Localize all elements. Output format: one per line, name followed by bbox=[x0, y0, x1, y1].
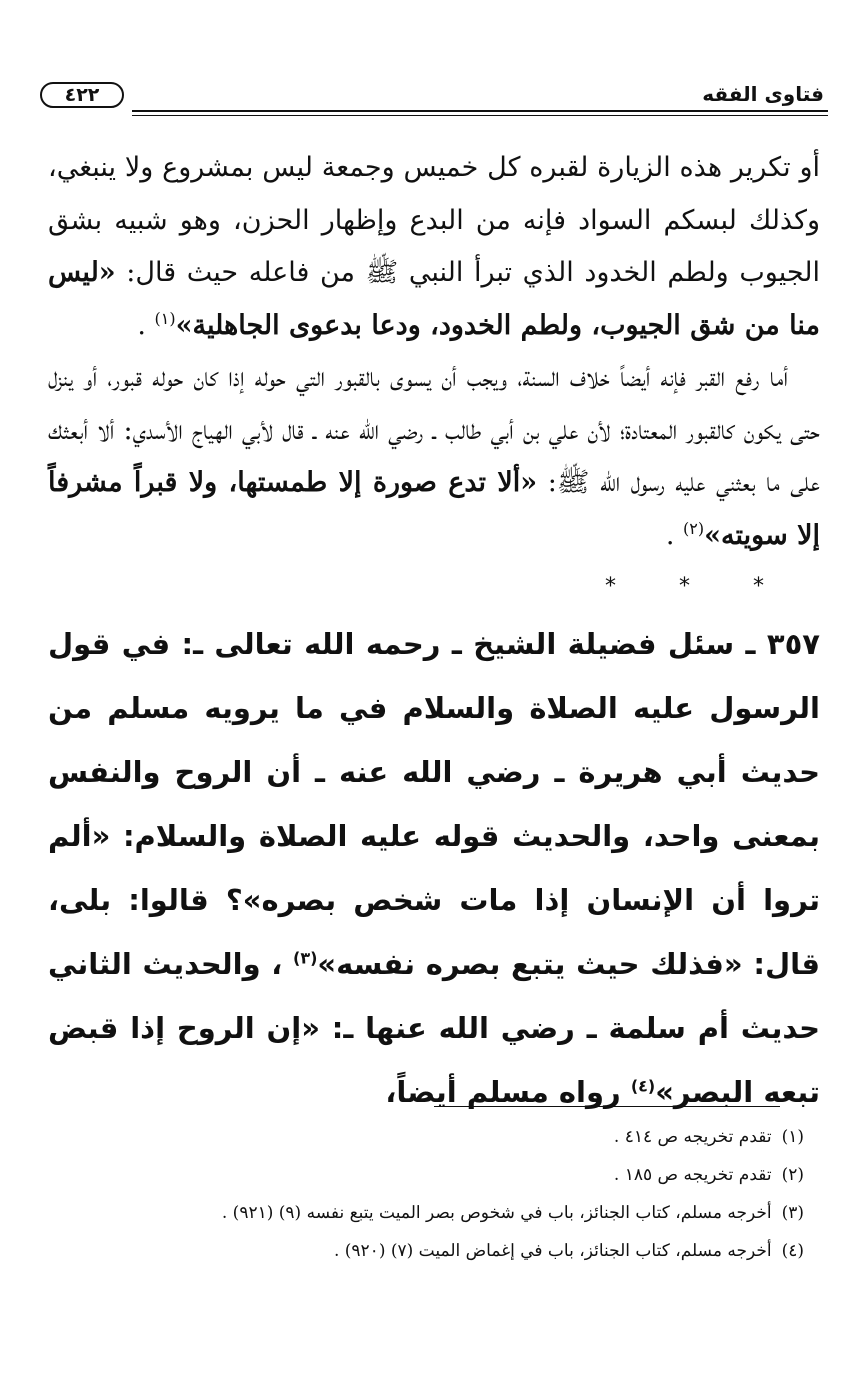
footnote-number: (٣) bbox=[781, 1203, 804, 1223]
section-separator: * * * bbox=[605, 574, 792, 599]
page-number-badge: ٤٢٢ bbox=[40, 82, 124, 108]
footnote-4 bbox=[48, 1232, 804, 1270]
page-header bbox=[40, 80, 828, 126]
footnote-divider bbox=[434, 1106, 780, 1107]
footnote-ref-3: (٣) bbox=[293, 948, 318, 968]
main-text bbox=[48, 142, 820, 1124]
paragraph-2-end: . bbox=[665, 519, 684, 551]
footnote-1 bbox=[48, 1118, 804, 1156]
header-rule bbox=[132, 110, 828, 112]
footnote-text: أخرجه مسلم، كتاب الجنائز، باب في إغماض الميت (٧) (٩٢٠) . bbox=[333, 1241, 772, 1261]
paragraph-2-text: أما رفع القبر فإنه أيضاً خلاف السنة، ويجب أن يسوى بالقبور التي حوله إذا كان حوله قبور، أو ينزل حتى يكون كالقبور المعتادة؛ لأن علي بن أبي طالب ـ رضي الله عنه ـ قال لأبي الهياج الأسدي: ألا أبعثك على ما بعثني عليه رسول الله ﷺ: bbox=[48, 362, 820, 498]
hadith-quote-1: «ليس منا من شق الجيوب، ولطم الخدود، ودعا بدعوى الجاهلية» bbox=[48, 257, 820, 341]
question-text-a: ٣٥٧ ـ سئل فضيلة الشيخ ـ رحمه الله تعالى ـ: في قول الرسول عليه الصلاة والسلام في ما يرويه مسلم من حديث أبي هريرة ـ رضي الله عنه ـ أن الروح والنفس بمعنى واحد، والحديث قوله عليه الصلاة والسلام: «ألم تروا أن الإنسان إذا مات شخص بصره»؟ قالوا: بلى، قال: «فذلك حيث يتبع بصره نفسه» bbox=[48, 627, 821, 981]
question-text-b: ، والحديث الثاني حديث أم سلمة ـ رضي الله عنها ـ: «إن الروح إذا قبض تبعه البصر» bbox=[48, 947, 820, 1109]
footnote-ref-4: (٤) bbox=[630, 1076, 656, 1096]
footnote-number: (١) bbox=[781, 1127, 804, 1147]
footnote-number: (٤) bbox=[781, 1241, 804, 1261]
footnote-ref-1: (١) bbox=[154, 308, 176, 328]
paragraph-1 bbox=[48, 142, 820, 352]
footnote-text: تقدم تخريجه ص ١٨٥ . bbox=[613, 1165, 772, 1185]
header-rule-thin bbox=[132, 115, 828, 116]
footnote-number: (٢) bbox=[781, 1165, 804, 1185]
question-text-c: رواه مسلم أيضاً، bbox=[385, 1075, 631, 1109]
footnote-text: تقدم تخريجه ص ٤١٤ . bbox=[613, 1127, 772, 1147]
paragraph-1-text: أو تكرير هذه الزيارة لقبره كل خميس وجمعة ليس بمشروع ولا ينبغي، وكذلك لبسكم السواد فإنه من البدع وإظهار الحزن، وهو شبيه بشق الجيوب ولطم الخدود الذي تبرأ النبي ﷺ من فاعله حيث قال: bbox=[48, 152, 820, 288]
hadith-quote-2: «ألا تدع صورة إلا طمستها، ولا قبراً مشرفاً إلا سويته» bbox=[48, 467, 820, 551]
paragraph-1-end: . bbox=[137, 309, 155, 341]
footnote-3 bbox=[48, 1194, 804, 1232]
fatwa-question bbox=[48, 612, 820, 1124]
footnote-2 bbox=[48, 1156, 804, 1194]
footnotes bbox=[48, 1118, 804, 1270]
book-title: فتاوى الفقه bbox=[702, 82, 824, 106]
footnote-text: أخرجه مسلم، كتاب الجنائز، باب في شخوص بصر الميت يتبع نفسه (٩) (٩٢١) . bbox=[221, 1203, 772, 1223]
footnote-ref-2: (٢) bbox=[683, 518, 705, 538]
paragraph-2 bbox=[48, 352, 820, 562]
